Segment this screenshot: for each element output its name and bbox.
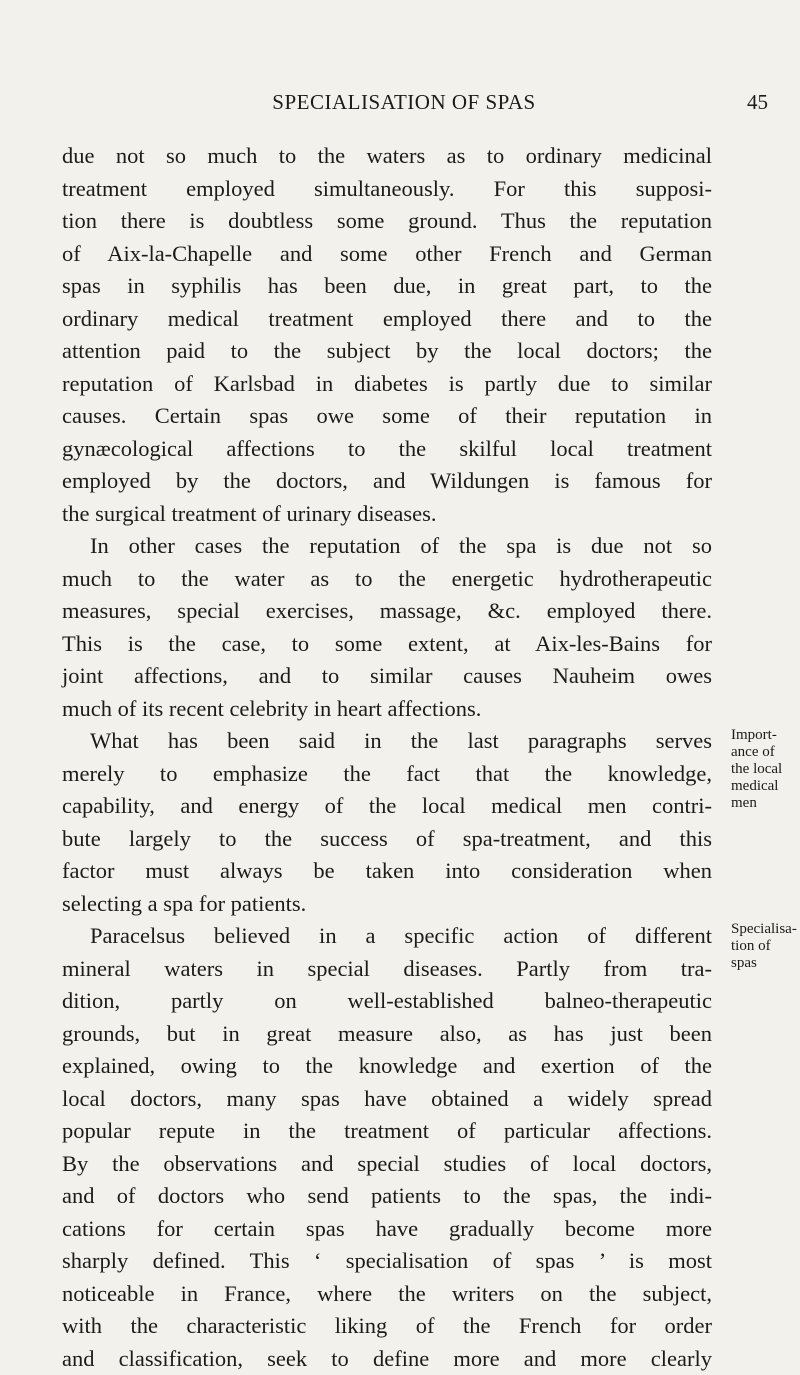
- text-line: employed by the doctors, and Wildungen is famous for: [62, 465, 712, 498]
- marginal-note-line: Specialisa-: [731, 921, 797, 938]
- text-line: and classification, seek to define more and more clearly: [62, 1343, 712, 1375]
- text-line: grounds, but in great measure also, as has just been: [62, 1018, 712, 1051]
- marginal-note-line: ance of: [731, 744, 797, 761]
- text-line: measures, special exercises, massage, &c. employed there.: [62, 595, 712, 628]
- text-line: noticeable in France, where the writers on the subject,: [62, 1278, 712, 1311]
- text-line: with the characteristic liking of the French for order: [62, 1310, 712, 1343]
- text-line: gynæcological affections to the skilful local treatment: [62, 433, 712, 466]
- marginal-note-line: medical: [731, 778, 797, 795]
- marginal-note-specialisation: [731, 921, 797, 972]
- text-line: much to the water as to the energetic hydrotherapeutic: [62, 563, 712, 596]
- running-title: SPECIALISATION OF SPAS: [40, 90, 768, 115]
- marginal-note-line: the local: [731, 761, 797, 778]
- text-line: causes. Certain spas owe some of their reputation in: [62, 400, 712, 433]
- text-line: factor must always be taken into consideration when: [62, 855, 712, 888]
- text-line: mineral waters in special diseases. Partly from tra-: [62, 953, 712, 986]
- page-number: 45: [747, 90, 768, 115]
- text-line: much of its recent celebrity in heart affections.: [62, 693, 712, 726]
- text-line: What has been said in the last paragraphs serves: [62, 725, 712, 758]
- text-line: sharply defined. This ‘ specialisation of spas ’ is most: [62, 1245, 712, 1278]
- marginal-note-line: spas: [731, 955, 797, 972]
- text-line: tion there is doubtless some ground. Thus the reputation: [62, 205, 712, 238]
- body-text: [62, 140, 712, 1375]
- text-line: In other cases the reputation of the spa is due not so: [62, 530, 712, 563]
- text-line: due not so much to the waters as to ordinary medicinal: [62, 140, 712, 173]
- text-line: local doctors, many spas have obtained a widely spread: [62, 1083, 712, 1116]
- text-line: the surgical treatment of urinary diseases.: [62, 498, 712, 531]
- text-line: selecting a spa for patients.: [62, 888, 712, 921]
- text-line: explained, owing to the knowledge and exertion of the: [62, 1050, 712, 1083]
- text-line: treatment employed simultaneously. For this supposi-: [62, 173, 712, 206]
- marginal-note-importance: [731, 727, 797, 812]
- text-line: Paracelsus believed in a specific action of different: [62, 920, 712, 953]
- text-line: popular repute in the treatment of particular affections.: [62, 1115, 712, 1148]
- text-line: ordinary medical treatment employed there and to the: [62, 303, 712, 336]
- text-line: By the observations and special studies of local doctors,: [62, 1148, 712, 1181]
- text-line: spas in syphilis has been due, in great part, to the: [62, 270, 712, 303]
- text-line: cations for certain spas have gradually become more: [62, 1213, 712, 1246]
- text-line: capability, and energy of the local medical men contri-: [62, 790, 712, 823]
- marginal-note-line: Import-: [731, 727, 797, 744]
- text-line: attention paid to the subject by the local doctors; the: [62, 335, 712, 368]
- text-line: bute largely to the success of spa-treatment, and this: [62, 823, 712, 856]
- marginal-note-line: men: [731, 795, 797, 812]
- text-line: joint affections, and to similar causes Nauheim owes: [62, 660, 712, 693]
- text-line: merely to emphasize the fact that the knowledge,: [62, 758, 712, 791]
- marginal-note-line: tion of: [731, 938, 797, 955]
- text-line: and of doctors who send patients to the spas, the indi-: [62, 1180, 712, 1213]
- text-line: of Aix-la-Chapelle and some other French and German: [62, 238, 712, 271]
- page-header: [40, 90, 768, 120]
- text-line: This is the case, to some extent, at Aix-les-Bains for: [62, 628, 712, 661]
- text-line: reputation of Karlsbad in diabetes is partly due to similar: [62, 368, 712, 401]
- text-line: dition, partly on well-established balneo-therapeutic: [62, 985, 712, 1018]
